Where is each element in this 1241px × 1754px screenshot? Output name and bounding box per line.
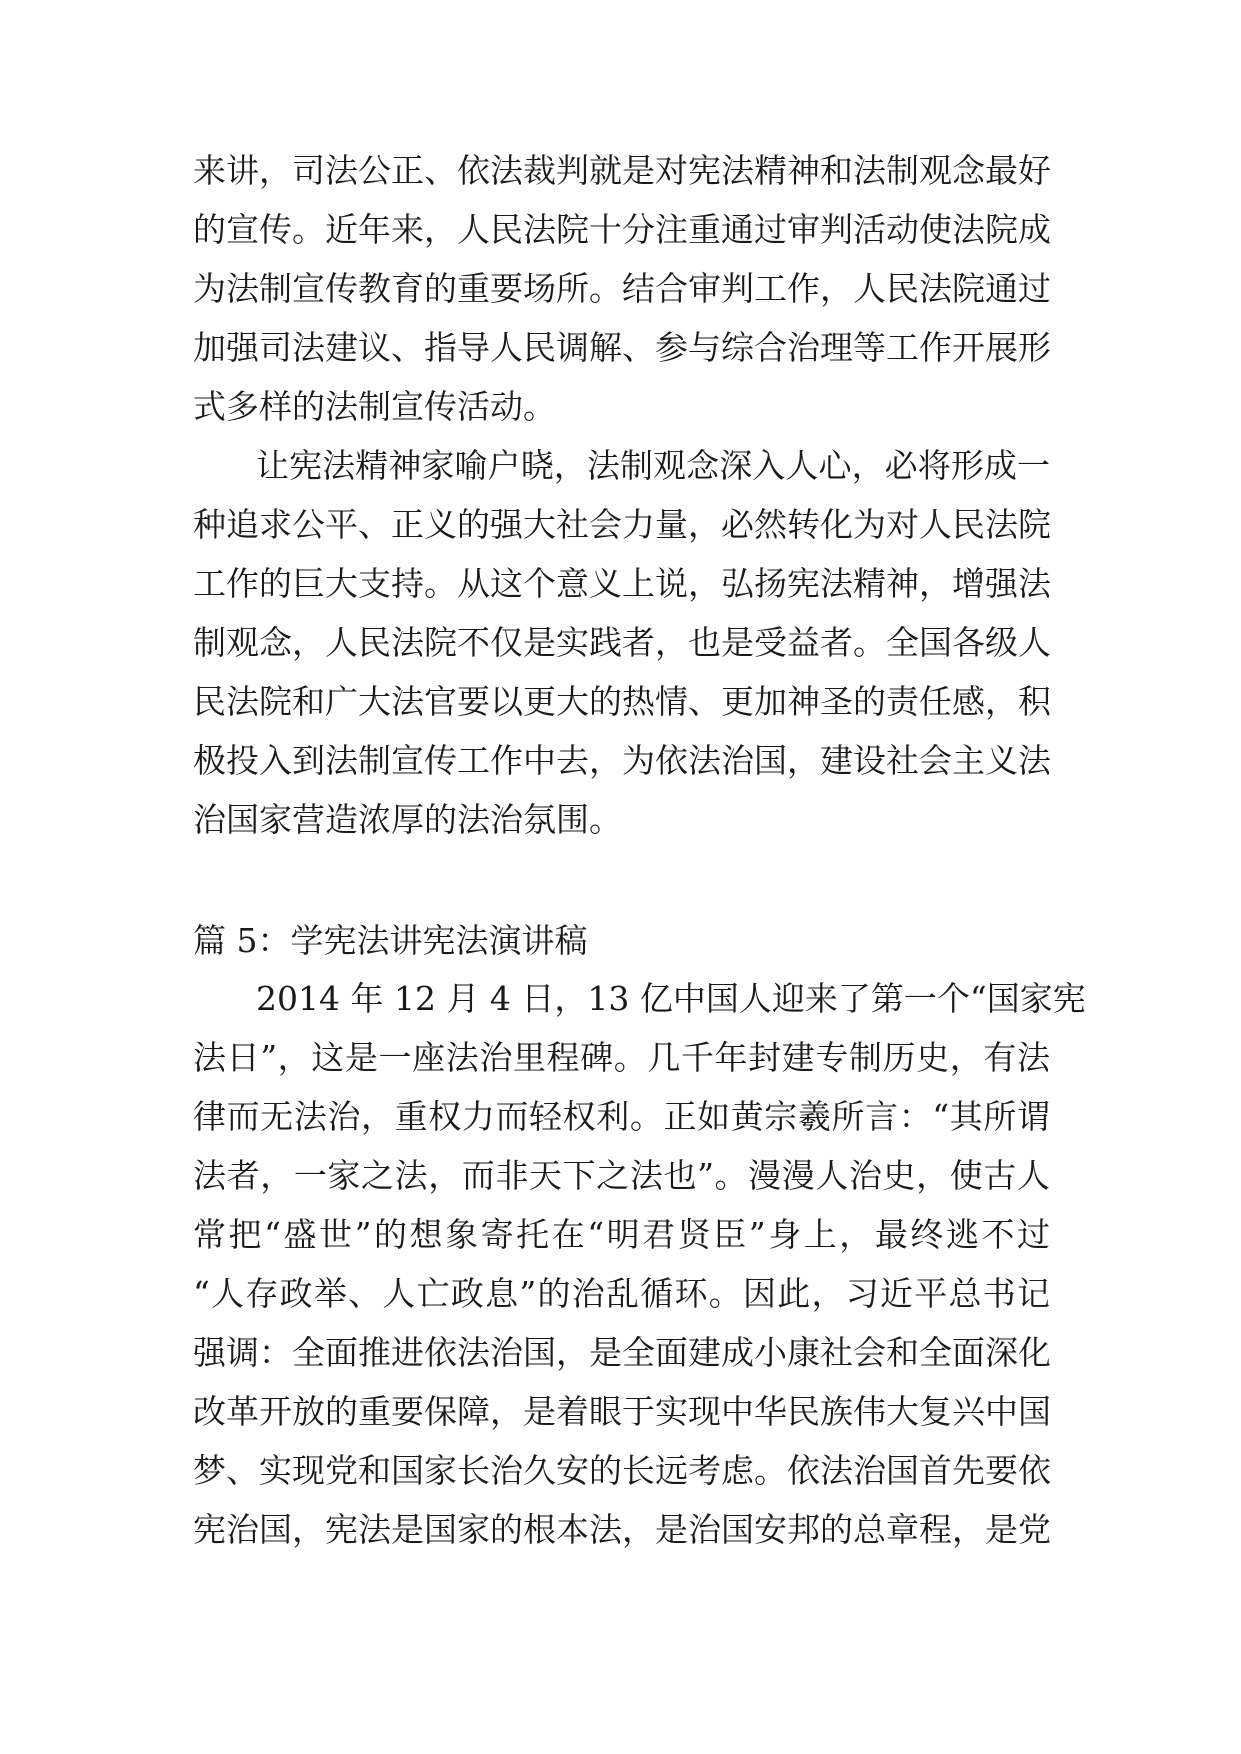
- body-text-line: 宪治国，宪法是国家的根本法，是治国安邦的总章程，是党: [193, 1510, 1051, 1549]
- body-text-line: 加强司法建议、指导人民调解、参与综合治理等工作开展形: [193, 328, 1051, 367]
- body-text-line: 强调：全面推进依法治国，是全面建成小康社会和全面深化: [193, 1333, 1051, 1372]
- body-text-line: 改革开放的重要保障，是着眼于实现中华民族伟大复兴中国: [193, 1392, 1051, 1431]
- body-text-line: 梦、实现党和国家长治久安的长远考虑。依法治国首先要依: [193, 1451, 1051, 1490]
- body-text-line: 法日”，这是一座法治里程碑。几千年封建专制历史，有法: [193, 1038, 1050, 1077]
- body-text-line: 种追求公平、正义的强大社会力量，必然转化为对人民法院: [193, 505, 1051, 544]
- body-text-line: 极投入到法制宣传工作中去，为依法治国，建设社会主义法: [193, 741, 1051, 780]
- body-text-line: “人存政举、人亡政息”的治乱循环。因此，习近平总书记: [193, 1274, 1050, 1313]
- body-text-line: 常把“盛世”的想象寄托在“明君贤臣”身上，最终逃不过: [193, 1215, 1050, 1254]
- body-text-line: 法者，一家之法，而非天下之法也”。漫漫人治史，使古人: [193, 1156, 1050, 1195]
- paragraph-first-line: 2014 年 12 月 4 日，13 亿中国人迎来了第一个“国家宪: [256, 979, 1086, 1018]
- body-text-line: 的宣传。近年来，人民法院十分注重通过审判活动使法院成: [193, 210, 1051, 249]
- body-text-line: 来讲，司法公正、依法裁判就是对宪法精神和法制观念最好: [193, 151, 1051, 190]
- body-text-line: 为法制宣传教育的重要场所。结合审判工作，人民法院通过: [193, 269, 1051, 308]
- body-text-line: 式多样的法制宣传活动。: [193, 387, 556, 426]
- section-heading: 篇 5：学宪法讲宪法演讲稿: [193, 921, 588, 960]
- body-text-line: 律而无法治，重权力而轻权利。正如黄宗羲所言：“其所谓: [193, 1097, 1050, 1136]
- paragraph-first-line: 让宪法精神家喻户晓，法制观念深入人心，必将形成一: [256, 446, 1050, 485]
- body-text-line: 治国家营造浓厚的法治氛围。: [193, 800, 622, 839]
- body-text-line: 工作的巨大支持。从这个意义上说，弘扬宪法精神，增强法: [193, 564, 1051, 603]
- body-text-line: 制观念，人民法院不仅是实践者，也是受益者。全国各级人: [193, 623, 1051, 662]
- body-text-line: 民法院和广大法官要以更大的热情、更加神圣的责任感，积: [193, 682, 1051, 721]
